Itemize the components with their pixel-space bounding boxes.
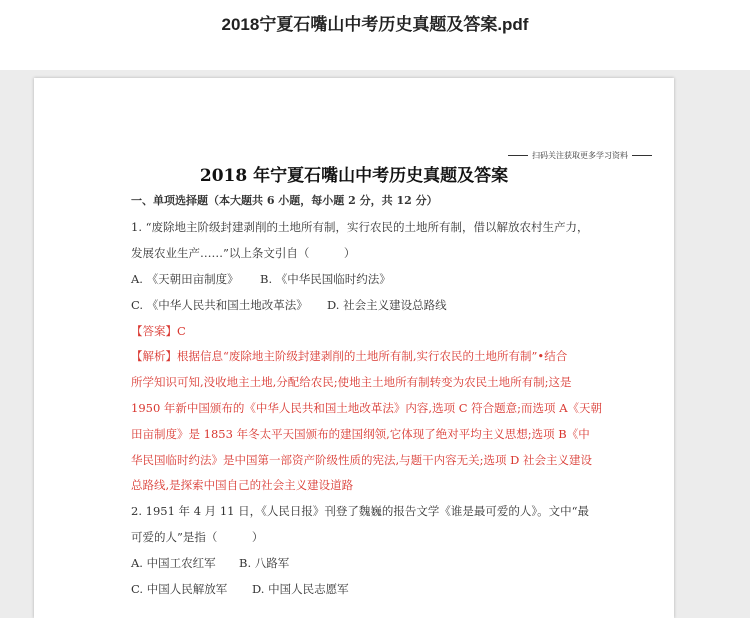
question-2-text-cont: 可爱的人”是指（ ） (131, 530, 264, 544)
q1-answer: 【答案】C (131, 324, 186, 338)
q1-analysis-line: 华民国临时约法》是中国第一部资产阶级性质的宪法,与题干内容无关;选项 D 社会主义建设 (131, 453, 593, 467)
q1-option-b: B. 《中华民国临时约法》 (260, 272, 391, 286)
q1-option-a: A. 《天朝田亩制度》 (131, 272, 239, 286)
q1-analysis-line: 【解析】根据信息“废除地主阶级封建剥削的土地所有制,实行农民的土地所有制”•结合 (131, 349, 568, 363)
question-1-text-cont: 发展农业生产……”以上条文引自（ ） (131, 246, 356, 260)
q1-analysis-line: 田亩制度》是 1853 年冬太平天国颁布的建国纲领,它体现了绝对平均主义思想;选项 B《中 (131, 427, 590, 441)
qr-note (504, 150, 656, 161)
q1-analysis-line: 1950 年新中国颁布的《中华人民共和国土地改革法》内容,选项 C 符合题意;而选项 A《天朝 (131, 401, 603, 415)
divider (508, 155, 528, 156)
q1-analysis-line: 所学知识可知,没收地主土地,分配给农民;使地主土地所有制转变为农民土地所有制;这是 (131, 375, 572, 389)
q1-analysis-line: 总路线,是探索中国自己的社会主义建设道路 (131, 478, 354, 492)
viewer-header (0, 0, 750, 70)
pdf-page (34, 78, 674, 618)
document-title: 2018 年宁夏石嘴山中考历史真题及答案 (199, 166, 509, 186)
q2-option-b: B. 八路军 (239, 556, 290, 570)
q1-option-d: D. 社会主义建设总路线 (327, 298, 447, 312)
q2-option-a: A. 中国工农红军 (131, 556, 216, 570)
q2-option-d: D. 中国人民志愿军 (252, 582, 349, 596)
question-2-text: 2. 1951 年 4 月 11 日，《人民日报》刊登了魏巍的报告文学《谁是最可爱的人》。文中“最 (131, 504, 589, 518)
file-title: 2018宁夏石嘴山中考历史真题及答案.pdf (221, 15, 529, 34)
q2-option-c: C. 中国人民解放军 (131, 582, 228, 596)
qr-note-text: 扫码关注获取更多学习资料 (532, 151, 628, 160)
question-1-text: 1. “废除地主阶级封建剥削的土地所有制，实行农民的土地所有制，借以解放农村生产力， (131, 220, 589, 234)
section-heading: 一、单项选择题（本大题共 6 小题，每小题 2 分，共 12 分） (131, 194, 438, 207)
q1-option-c: C. 《中华人民共和国土地改革法》 (131, 298, 308, 312)
divider (632, 155, 652, 156)
